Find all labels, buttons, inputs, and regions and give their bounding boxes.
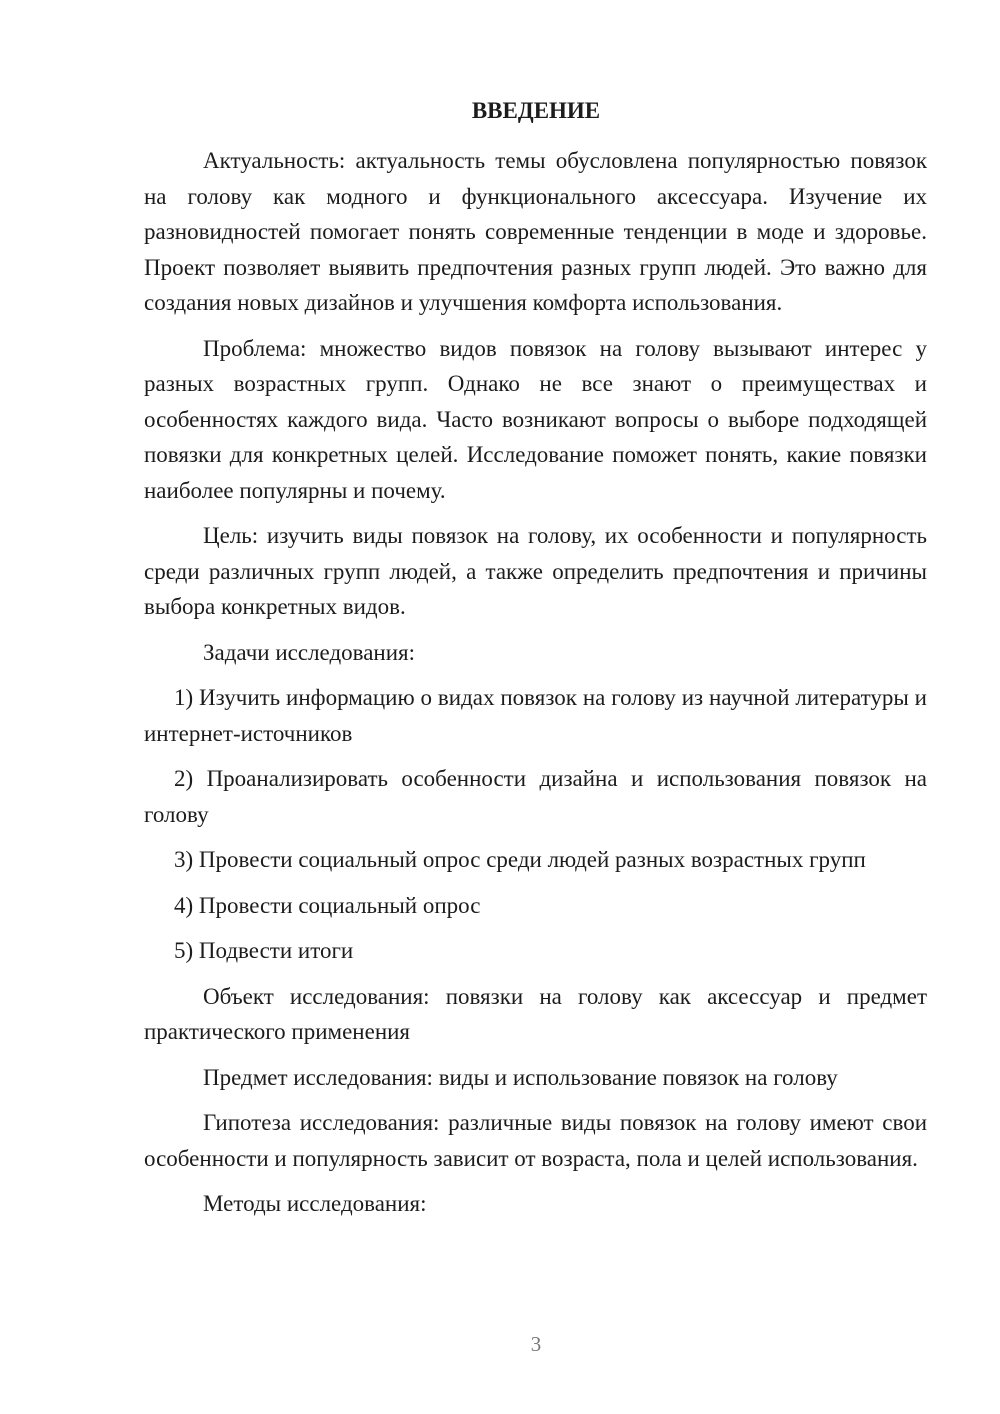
methods-heading: Методы исследования: [203,1191,427,1216]
page-number: 3 [530,1332,542,1356]
task-list-item: 3) Провести социальный опрос среди людей разных возрастных групп [174,847,866,872]
subject-paragraph: Предмет исследования: виды и использование повязок на голову [203,1064,838,1090]
task-list-item: 1) Изучить информацию о видах повязок на голову из научной литературы и интернет-источников [144,685,927,746]
hypothesis-paragraph: Гипотеза исследования: различные виды повязок на голову имеют свои особенности и популярность зависит от возраста, пола и целей использования. [144,1110,927,1171]
task-list-item: 2) Проанализировать особенности дизайна и использования повязок на голову [144,766,927,827]
document-body [144,143,927,1222]
goal-paragraph: Цель: изучить виды повязок на голову, их особенности и популярность среди различных групп людей, а также определить предпочтения и причины выбора конкретных видов. [144,523,927,619]
object-paragraph: Объект исследования: повязки на голову как аксессуар и предмет практического применения [144,983,927,1044]
task-list-item: 5) Подвести итоги [174,938,354,963]
relevance-paragraph: Актуальность: актуальность темы обусловлена популярностью повязок на голову как модного и функционального аксессуара. Изучение их разновидностей помогает понять современные тенденции в моде и здоровье. Проект позволяет выявить предпочтения разных групп людей. Это важно для создания новых дизайнов и улучшения комфорта использования. [144,148,927,315]
task-list-item: 4) Провести социальный опрос [174,892,481,918]
page-title: ВВЕДЕНИЕ [471,98,601,123]
tasks-heading: Задачи исследования: [203,639,416,665]
problem-paragraph: Проблема: множество видов повязок на голову вызывают интерес у разных возрастных групп. Однако не все знают о преимуществах и особенностях каждого вида. Часто возникают вопросы о выборе подходящей повязки для конкретных целей. Исследование поможет понять, какие повязки наиболее популярны и почему. [144,335,927,503]
